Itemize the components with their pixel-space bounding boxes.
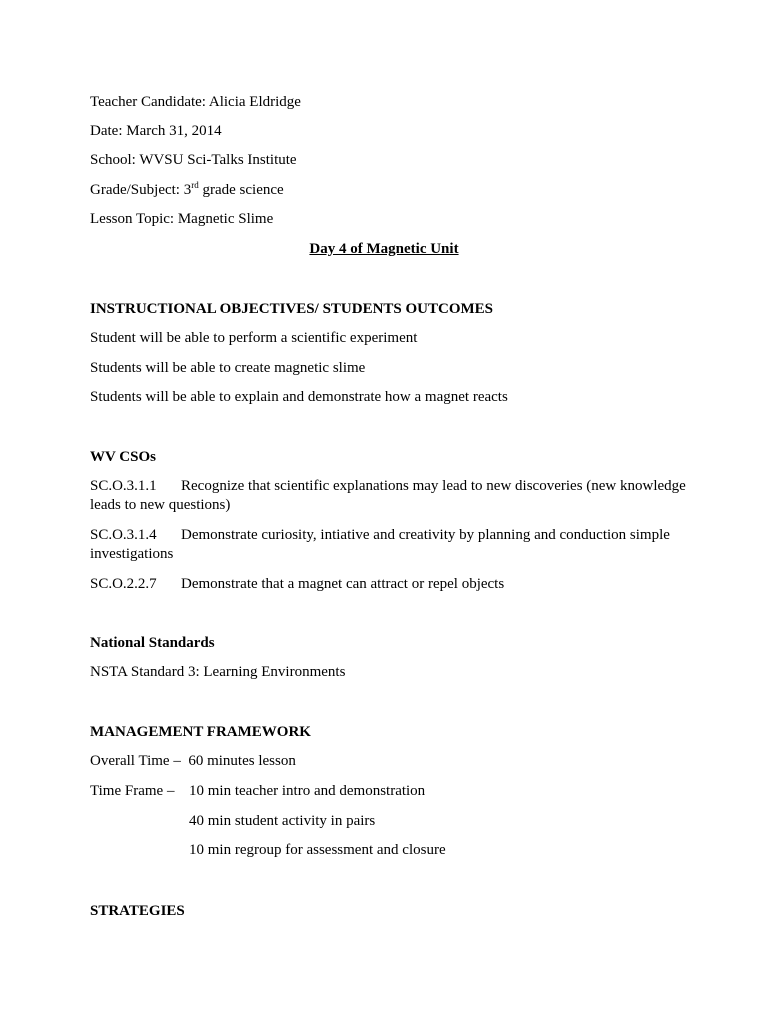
csos-heading: WV CSOs [90, 449, 156, 465]
grade-prefix: Grade/Subject: 3 [90, 182, 192, 198]
national-standard-item: NSTA Standard 3: Learning Environments [90, 664, 346, 680]
teacher-candidate: Teacher Candidate: Alicia Eldridge [90, 94, 301, 110]
page-title: Day 4 of Magnetic Unit [309, 241, 459, 257]
cso-code: SC.O.3.1.4 [90, 527, 157, 543]
cso-text: Recognize that scientific explanations may lead to new discoveries (new knowledge leads to new questions) [90, 478, 686, 513]
overall-time-label: Overall Time – [90, 753, 181, 769]
cso-item [90, 526, 690, 564]
cso-text: Demonstrate curiosity, intiative and creativity by planning and conduction simple investigations [90, 527, 670, 562]
time-frame-item: 40 min student activity in pairs [189, 813, 376, 829]
grade-subject [90, 181, 284, 199]
cso-code: SC.O.3.1.1 [90, 478, 157, 494]
objective-item: Student will be able to perform a scientific experiment [90, 330, 418, 346]
overall-time [90, 752, 296, 770]
cso-item [90, 575, 690, 594]
objective-item: Students will be able to create magnetic slime [90, 360, 366, 376]
time-frame-item: 10 min regroup for assessment and closure [189, 842, 446, 858]
grade-ordinal: rd [191, 180, 199, 190]
lesson-date: Date: March 31, 2014 [90, 123, 222, 139]
overall-time-value: 60 minutes lesson [188, 753, 296, 769]
lesson-topic: Lesson Topic: Magnetic Slime [90, 211, 274, 227]
cso-item [90, 477, 690, 515]
grade-suffix: grade science [198, 182, 284, 198]
cso-text: Demonstrate that a magnet can attract or repel objects [181, 576, 505, 592]
cso-code: SC.O.2.2.7 [90, 576, 157, 592]
objective-item: Students will be able to explain and demonstrate how a magnet reacts [90, 389, 508, 405]
objectives-heading: INSTRUCTIONAL OBJECTIVES/ STUDENTS OUTCOMES [90, 301, 494, 317]
management-heading: MANAGEMENT FRAMEWORK [90, 724, 311, 740]
strategies-heading: STRATEGIES [90, 903, 185, 919]
time-frame-label: Time Frame – [90, 783, 175, 799]
school-name: School: WVSU Sci-Talks Institute [90, 152, 297, 168]
time-frame-item: 10 min teacher intro and demonstration [189, 783, 426, 799]
national-standards-heading: National Standards [90, 635, 215, 651]
